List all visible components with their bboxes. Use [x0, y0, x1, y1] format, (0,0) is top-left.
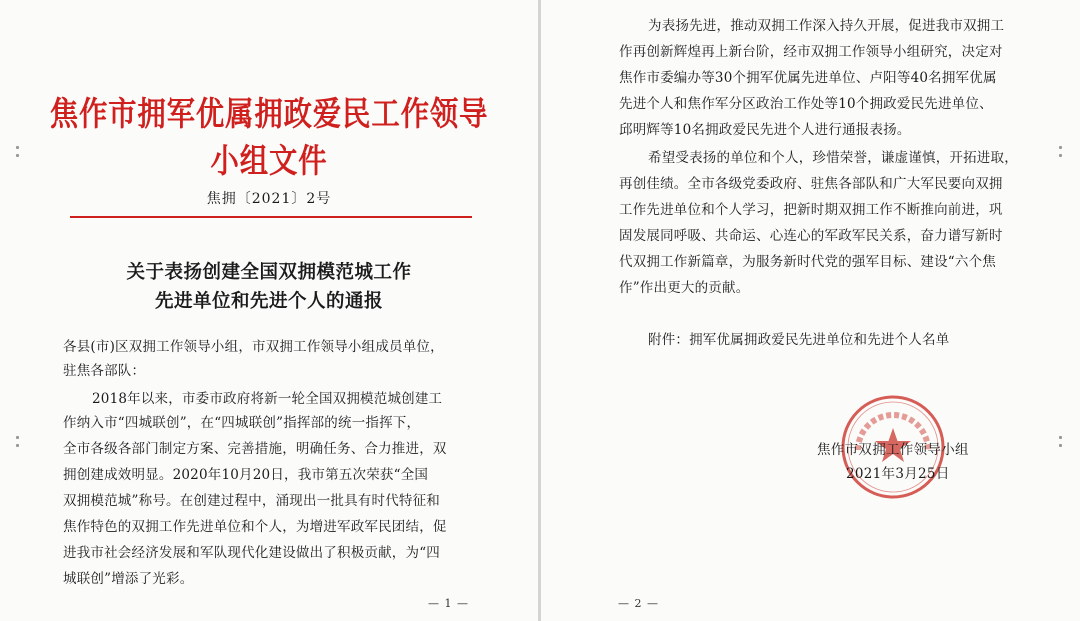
binding-mark	[16, 444, 19, 447]
body-text-line: 固发展同呼吸、共命运、心连心的军政军民关系，奋力谱写新时	[619, 228, 1003, 244]
binding-mark	[1059, 444, 1062, 447]
attachment-line: 附件：拥军优属拥政爱民先进单位和先进个人名单	[648, 332, 950, 348]
body-text-line: 双拥模范城”称号。在创建过程中，涌现出一批具有时代特征和	[63, 493, 441, 509]
body-text-line: 拥创建成效明显。2020年10月20日，我市第五次荣获“全国	[63, 467, 429, 483]
body-text-line: 焦作市委编办等30个拥军优属先进单位、卢阳等40名拥军优属	[619, 70, 997, 86]
body-text-line: 作纳入市“四城联创”，在“四城联创”指挥部的统一指挥下，	[63, 415, 421, 431]
body-text-line: 各县(市)区双拥工作领导小组，市双拥工作领导小组成员单位，	[63, 339, 444, 355]
body-text-line: 再创佳绩。全市各级党委政府、驻焦各部队和广大军民要向双拥	[619, 176, 1003, 192]
binding-mark	[1059, 154, 1062, 157]
body-text-line: 先进个人和焦作军分区政治工作处等10个拥政爱民先进单位、	[619, 96, 993, 112]
body-text-line: 希望受表扬的单位和个人，珍惜荣誉，谦虚谨慎，开拓进取，	[648, 150, 1018, 166]
body-text-line: 全市各级各部门制定方案、完善措施，明确任务、合力推进，双	[63, 441, 447, 457]
body-text-line: 城联创”增添了光彩。	[63, 571, 194, 587]
binding-mark	[16, 436, 19, 439]
body-text-line: 工作先进单位和个人学习，把新时期双拥工作不断推向前进，巩	[619, 202, 1003, 218]
binding-mark	[1059, 146, 1062, 149]
document-header-title: 焦作市拥军优属拥政爱民工作领导小组文件	[49, 94, 489, 180]
document-number: 焦拥〔2021〕2号	[206, 191, 332, 207]
signature-organization: 焦作市双拥工作领导小组	[817, 442, 969, 458]
body-text-line: 2018年以来，市委市政府将新一轮全国双拥模范城创建工	[92, 391, 443, 407]
red-divider-line	[70, 216, 472, 218]
body-text-line: 代双拥工作新篇章，为服务新时代党的强军目标、建设“六个焦	[619, 254, 997, 270]
body-text-line: 焦作特色的双拥工作先进单位和个人，为增进军政军民团结，促	[63, 519, 447, 535]
binding-mark	[16, 146, 19, 149]
binding-mark	[16, 154, 19, 157]
body-text-line: 作再创新辉煌再上新台阶，经市双拥工作领导小组研究，决定对	[619, 44, 1003, 60]
document-title-line-2: 先进单位和先进个人的通报	[154, 291, 383, 312]
body-text-line: 作”作出更大的贡献。	[619, 280, 750, 296]
body-text-line: 邱明辉等10名拥政爱民先进个人进行通报表扬。	[619, 122, 911, 138]
signature-date: 2021年3月25日	[846, 466, 950, 482]
document-title-line-1: 关于表扬创建全国双拥模范城工作	[126, 262, 412, 283]
binding-mark	[1059, 436, 1062, 439]
document-page-1	[0, 0, 538, 621]
body-text-line: 为表扬先进，推动双拥工作深入持久开展，促进我市双拥工	[648, 18, 1005, 34]
body-text-line: 驻焦各部队：	[63, 363, 146, 379]
body-text-line: 进我市社会经济发展和军队现代化建设做出了积极贡献，为“四	[63, 545, 441, 561]
page-number: — 1 —	[428, 597, 469, 610]
page-number: — 2 —	[618, 597, 659, 610]
